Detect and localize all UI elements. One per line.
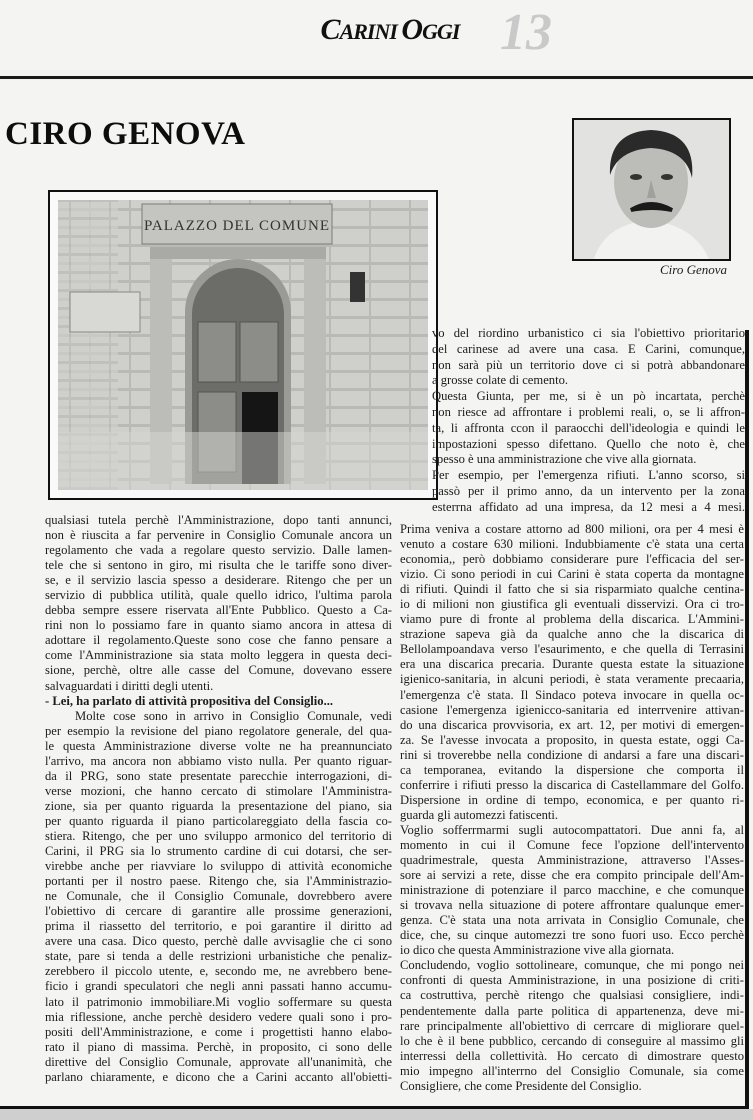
article-text-line: Dispersione in ordine di tempo, economica, e per quanto ri- — [400, 792, 744, 807]
page-edge-shadow — [0, 1109, 753, 1120]
article-text-line: l'obiettivo di cercare di garantire alle prossime generazioni, — [45, 904, 392, 919]
article-text-line: lato il patrimonio immobiliare.Mi voglio soffermare su questa — [45, 994, 392, 1009]
logo-letter: C — [320, 13, 340, 46]
article-text-line: parlano chiaramente, e dicono che a Carini accanto all'obietti- — [45, 1069, 392, 1084]
article-text-line: impostazioni spesso difettano. Quello che noto è, che — [432, 436, 745, 451]
article-text-line: non riesce ad affrontare i problemi reali, o, se li affron- — [432, 404, 745, 419]
article-text-line: Voglio sofferrmarmi sugli autocompattatori. Due anni fa, al — [400, 822, 744, 837]
article-text-line: Consigliere, che come Presidente del Consiglio. — [400, 1078, 642, 1093]
article-text-line: rare principalmente all'obiettivo di cerrcare di migliorare quel- — [400, 1018, 744, 1033]
article-text-line: Carini, il PRG sia lo strumento cardine di cui dotarsi, che ser- — [45, 844, 392, 859]
article-text-line: se, e il servizio lascia spesso a desiderare. Ritengo che per un — [45, 573, 392, 588]
article-text-line: strazione sapeva già da qualche anno che la discarica di — [400, 627, 744, 642]
article-text-line: Molte cose sono in arrivo in Consiglio Comunale, vedi — [75, 708, 392, 723]
article-text-line: regolamento che vada a regolare questo servizio. Dalle lamen- — [45, 543, 392, 558]
article-text-line: conferrire i rifiuti presso la discarica di Castellammare del Golfo. — [400, 777, 744, 792]
article-text-line: Concludendo, voglio sottolineare, comunque, che mi pongo nei — [400, 958, 744, 973]
article-text-line: per esempio la revisione del piano regolatore generale, del qua- — [45, 723, 392, 738]
article-text-line: le questa Amministrazione diverse volte ne ha preannunciato — [45, 738, 392, 753]
article-text-line: per quanto riguarda il piano particolareggiato della fascia co- — [45, 813, 392, 828]
article-text-line: state, pare si tenda a delle restrizioni urbanistiche che penaliz- — [45, 949, 392, 964]
article-text-line: Bellolampoandava verso l'esaurimento, e che quella di Terrasini — [400, 642, 744, 657]
article-text-line: ficio i grandi speculatori che negli anni passati hanno accumu- — [45, 979, 392, 994]
article-text-line: prima il riassetto del territorio, e poi garantire il diritto ad — [45, 919, 392, 934]
article-text-line: virebbe anche per riavviare lo sviluppo di attività economiche — [45, 859, 392, 874]
article-text-line: a grosse colate di cemento. — [432, 373, 569, 388]
article-text-line: sione, perchè, oltre alle casse del Comune, dovevano essere — [45, 663, 392, 678]
article-title: CIRO GENOVA — [5, 116, 246, 152]
article-text-line: servizio di pubblica utilità, quale quello idrico, l'ultima parola — [45, 588, 392, 603]
article-text-line: zione, sia per quanto riguarda la presentazione del piano, sia — [45, 798, 392, 813]
article-text-line: interressi della collettività. Ho cercato di dimostrare questo — [400, 1048, 744, 1063]
article-text-line: viamo pure di fronte al problema della discarica. L'Ammini- — [400, 612, 744, 627]
article-text-line: pendentemente dalla parte politica di appartenenza, deve mi- — [400, 1003, 744, 1018]
town-hall-image — [50, 192, 436, 498]
article-text-line: igienico-sanitaria, in alcuni periodi, è stata veramente precaaria, — [400, 672, 744, 687]
masthead — [0, 0, 753, 60]
article-text-line: direttive del Consiglio Comunale, approvate all'unanimità, che — [45, 1054, 392, 1069]
article-text-line: ta, li affronta ccon il paraocchi dell'ideologia e quindi le — [432, 420, 745, 435]
town-hall-photo — [48, 190, 438, 500]
article-text-line: vizio. Ci sono periodi in cui Carini è stata coperta da montagne — [400, 567, 744, 582]
article-text-line: non sarà più un territorio dove ci si potrà abbandonare — [432, 357, 745, 372]
portrait-image — [574, 120, 729, 259]
article-text-line: qualsiasi tutela perchè l'Amministrazione, dopo tanti annunci, — [45, 513, 392, 527]
article-text-line: si trovava nella situazione di potere affrontare qualunque emer- — [400, 898, 744, 913]
logo-letter: O — [401, 13, 423, 46]
portrait-caption: Ciro Genova — [659, 262, 727, 277]
photo-sign-text: PALAZZO DEL COMUNE — [143, 218, 331, 234]
article-text-line: momento in cui il Comune fece l'opzione dell'intervento — [400, 837, 744, 852]
interview-question: - Lei, ha parlato di attività propositiva del Consiglio... — [45, 693, 334, 708]
logo-text: ARINI — [339, 19, 402, 44]
article-text-line: ministrazione di potenziare il parco macchine, e che comunque — [400, 883, 744, 898]
article-text-line: guarda gli automezzi fatiscenti. — [400, 807, 559, 822]
article-text-line: positi dell'Amministrazione, e come i progettisti hanno elabo- — [45, 1024, 392, 1039]
article-text-line: come l'Amministrazione sia stata molto leggera in questa deci- — [45, 648, 392, 663]
article-text-line: avere una casa. Dico questo, perchè dalle avvisaglie che ci sono — [45, 934, 392, 949]
article-text-line: vo del riordino urbanistico ci sia l'obiettivo prioritario — [432, 326, 745, 340]
article-text-line: Prima veniva a costare attorno ad 800 milioni, ora per 4 mesi è — [400, 522, 744, 536]
article-column-top-right — [432, 326, 745, 516]
article-text-line: zerebbero il piccolo utente, e, secondo me, ne avrebbero bene- — [45, 964, 392, 979]
article-text-line: rato il piano di massima. Perchè, in proposito, ci sono delle — [45, 1039, 392, 1054]
article-text-line: dice, che, su cinque automezzi tre sono fuori uso. Ecco perchè — [400, 928, 744, 943]
page-number: 13 — [500, 4, 552, 61]
article-text-line: del carinese ad avere una casa. E Carini, comunque, — [432, 341, 745, 356]
article-text-line: mia riflessione, anche perchè desidero vedere quali sono i pro- — [45, 1009, 392, 1024]
article-text-line: ne Comunale, che il Consiglio Comunale, dovrebbero avere — [45, 889, 392, 904]
header-divider — [0, 76, 753, 79]
article-text-line: do una discarica provvisoria, ex art. 12, per motivi di emergen- — [400, 717, 744, 732]
article-text-line: ca costruttiva, perchè ritengo che qualsiasi consigliere, indi- — [400, 988, 744, 1003]
article-text-line: sore ai servizi a rete, disse che era compito principale dell'Am- — [400, 868, 744, 883]
article-text-line: adottare il regolamento.Queste sono cose che fanno pensare a — [45, 633, 392, 648]
article-text-line: venuto a costare 630 milioni. Indubbiamente c'è stata una certa — [400, 537, 744, 552]
article-text-line: ca temporanea, evitando la dispersione che comporta il — [400, 762, 744, 777]
article-text-line: io dico che questa Amministrazione vive alla giornata. — [400, 943, 675, 958]
article-text-line: confronti di questa Amministrazione, in una posizione di criti- — [400, 973, 744, 988]
article-text-line: portanti per il nostro paese. Ritengo che, sia l'Amministrazio- — [45, 874, 392, 889]
article-text-line: spesso è una amministrazione che vive alla giornata. — [432, 452, 697, 467]
page-border-right — [745, 330, 749, 1110]
article-text-line: genza. C'è stata una nota arrivata in Consiglio Comunale, che — [400, 913, 744, 928]
article-text-line: casione l'emergenza igienicco-sanitaria ed interrvenire attivan- — [400, 702, 744, 717]
article-text-line: da il PRG, sono state presentate parecchie interrogazioni, di- — [45, 768, 392, 783]
article-text-line: lo che è il bene pubblico, cercando di conseguire al massimo gli — [400, 1033, 744, 1048]
article-text-line: di rifiuti. Quindi il fatto che si sia risparmiato qualche centina- — [400, 582, 744, 597]
article-text-line: Questa Giunta, per me, si è un pò incartata, perchè — [432, 389, 745, 404]
article-text-line: stiera. Ritengo, che per uno sviluppo armonico del territorio di — [45, 828, 392, 843]
article-text-line: Per esempio, per l'emergenza rifiuti. L'anno scorso, si — [432, 468, 745, 483]
article-text-line: mio impegno all'interrno del Consiglio Comunale, sia come — [400, 1063, 744, 1078]
newspaper-logo — [290, 10, 490, 50]
article-column-right — [400, 522, 744, 1094]
article-text-line: rini si troverebbe nella condizione di andarsi a fare una discari- — [400, 747, 744, 762]
article-text-line: l'arrivo, ma ancora non abbiamo visto nulla. Per quanto riguar- — [45, 753, 392, 768]
article-text-line: za. Se l'avesse invocata a proposito, in questa estate, oggi Ca- — [400, 732, 744, 747]
article-text-line: tele che si sentono in giro, mi risulta che le tariffe sono diver- — [45, 558, 392, 573]
article-text-line: debba sempre essere riservata all'Ente Pubblico. Questo a Ca- — [45, 603, 392, 618]
article-text-line: rini non lo possiamo fare in quanto siamo ancora in attesa di — [45, 618, 392, 633]
article-text-line: non è riuscita a far pervenire in Consiglio Comunale ancora un — [45, 528, 392, 543]
article-text-line: io di milioni non giustifica gli eventuali disservizi. Ora ci tro- — [400, 597, 744, 612]
article-column-left — [45, 513, 392, 1085]
article-text-line: era una discarica precaria. Durante questa estate la situazione — [400, 657, 744, 672]
portrait-photo — [572, 118, 731, 261]
article-text-line: economia,, però dobbiamo considerare pure l'efficacia del ser- — [400, 552, 744, 567]
article-text-line: salvaguardati i diritti degli utenti. — [45, 678, 214, 693]
article-text-line: esterrna affidato ad una impresa, da 12 mesi a 4 mesi. — [432, 499, 745, 514]
logo-text: GGI — [422, 19, 460, 44]
article-text-line: passò per il primo anno, da un intervento per la zona — [432, 483, 745, 498]
article-text-line: l'emergenza c'è stata. Il Sindaco poteva invocare in quella oc- — [400, 687, 744, 702]
article-text-line: quadrimestrale, questa Amministrazione, attraverso l'Asses- — [400, 853, 744, 868]
article-text-line: verse mozioni, che hanno cercato di stimolare l'Amministra- — [45, 783, 392, 798]
